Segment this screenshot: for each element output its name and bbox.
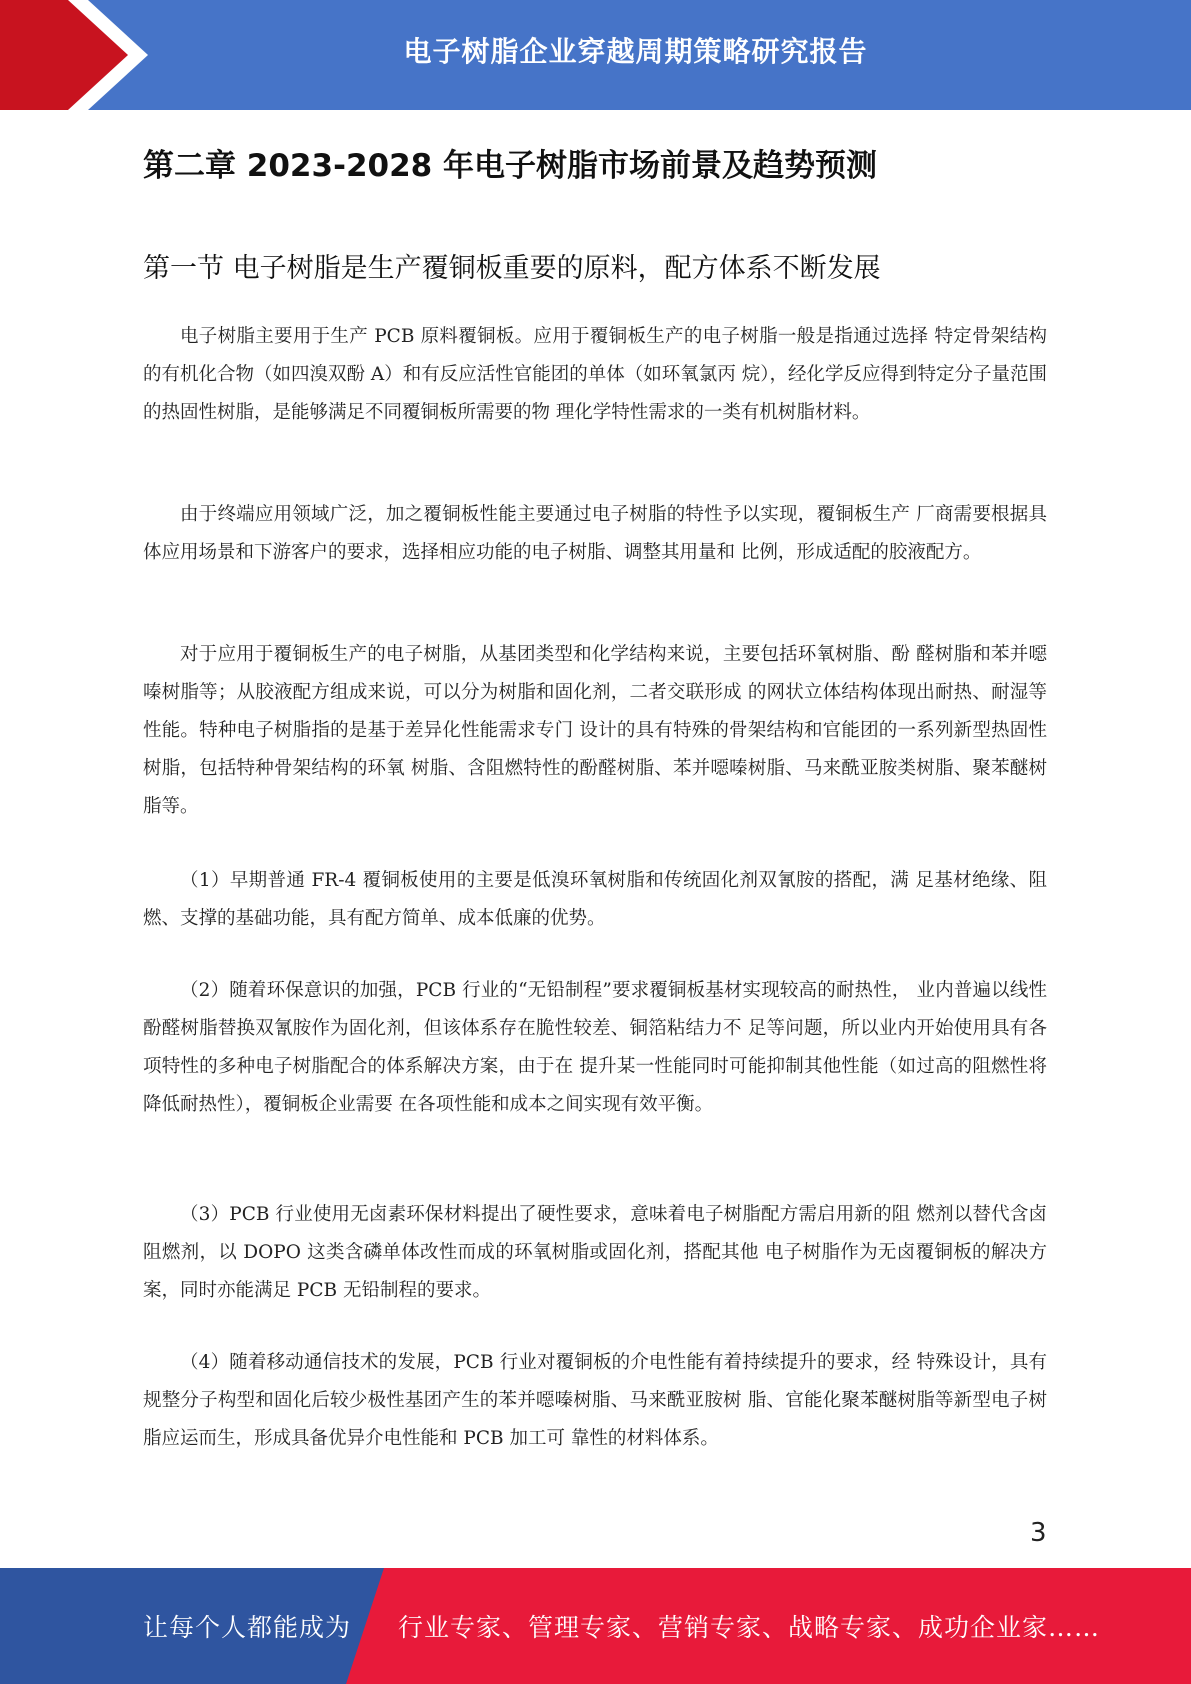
chapter-title: 第二章 2023-2028 年电子树脂市场前景及趋势预测 bbox=[143, 148, 878, 184]
page-header bbox=[0, 0, 1191, 110]
paragraph: （1）早期普通 FR-4 覆铜板使用的主要是低溴环氧树脂和传统固化剂双氰胺的搭配，满 足基材绝缘、阻燃、支撑的基础功能，具有配方简单、成本低廉的优势。 bbox=[143, 870, 1047, 929]
report-title: 电子树脂企业穿越周期策略研究报告 bbox=[403, 35, 868, 68]
paragraph: （3）PCB 行业使用无卤素环保材料提出了硬性要求，意味着电子树脂配方需启用新的阻 燃剂以替代含卤阻燃剂，以 DOPO 这类含磷单体改性而成的环氧树脂或固化剂，搭配其他 电子树脂作为无卤覆铜板的解决方案，同时亦能满足 PCB 无铅制程的要求。 bbox=[143, 1204, 1047, 1301]
paragraph: 对于应用于覆铜板生产的电子树脂，从基团类型和化学结构来说，主要包括环氧树脂、酚 醛树脂和苯并噁嗪树脂等；从胶液配方组成来说，可以分为树脂和固化剂，二者交联形成 的网状立体结构体现出耐热、耐湿等性能。特种电子树脂指的是基于差异化性能需求专门 设计的具有特殊的骨架结构和官能团的一系列新型热固性树脂，包括特种骨架结构的环氧 树脂、含阻燃特性的酚醛树脂、苯并噁嗪树脂、马来酰亚胺类树脂、聚苯醚树脂等。 bbox=[143, 644, 1047, 817]
paragraph: 由于终端应用领域广泛，加之覆铜板性能主要通过电子树脂的特性予以实现，覆铜板生产 厂商需要根据具体应用场景和下游客户的要求，选择相应功能的电子树脂、调整其用量和 比例，形成适配的胶液配方。 bbox=[143, 504, 1047, 563]
footer-slogan-left: 让每个人都能成为 bbox=[143, 1613, 352, 1642]
paragraph: （2）随着环保意识的加强，PCB 行业的“无铅制程”要求覆铜板基材实现较高的耐热性， 业内普遍以线性酚醛树脂替换双氰胺作为固化剂，但该体系存在脆性较差、铜箔粘结力不 足等问题，所以业内开始使用具有各项特性的多种电子树脂配合的体系解决方案，由于在 提升某一性能同时可能抑制其他性能（如过高的阻燃性将降低耐热性），覆铜板企业需要 在各项性能和成本之间实现有效平衡。 bbox=[143, 980, 1047, 1115]
section-title: 第一节 电子树脂是生产覆铜板重要的原料，配方体系不断发展 bbox=[143, 253, 881, 284]
paragraph: （4）随着移动通信技术的发展，PCB 行业对覆铜板的介电性能有着持续提升的要求，经 特殊设计，具有规整分子构型和固化后较少极性基团产生的苯并噁嗪树脂、马来酰亚胺树 脂、官能化聚苯醚树脂等新型电子树脂应运而生，形成具备优异介电性能和 PCB 加工可 靠性的材料体系。 bbox=[143, 1352, 1047, 1449]
footer-slogan-right: 行业专家、管理专家、营销专家、战略专家、成功企业家…… bbox=[398, 1613, 1101, 1642]
page-number: 3 bbox=[1030, 1518, 1047, 1548]
page-footer bbox=[0, 1568, 1191, 1684]
paragraph: 电子树脂主要用于生产 PCB 原料覆铜板。应用于覆铜板生产的电子树脂一般是指通过选择 特定骨架结构的有机化合物（如四溴双酚 A）和有反应活性官能团的单体（如环氧氯丙 烷），经化学反应得到特定分子量范围的热固性树脂，是能够满足不同覆铜板所需要的物 理化学特性需求的一类有机树脂材料。 bbox=[143, 326, 1047, 423]
